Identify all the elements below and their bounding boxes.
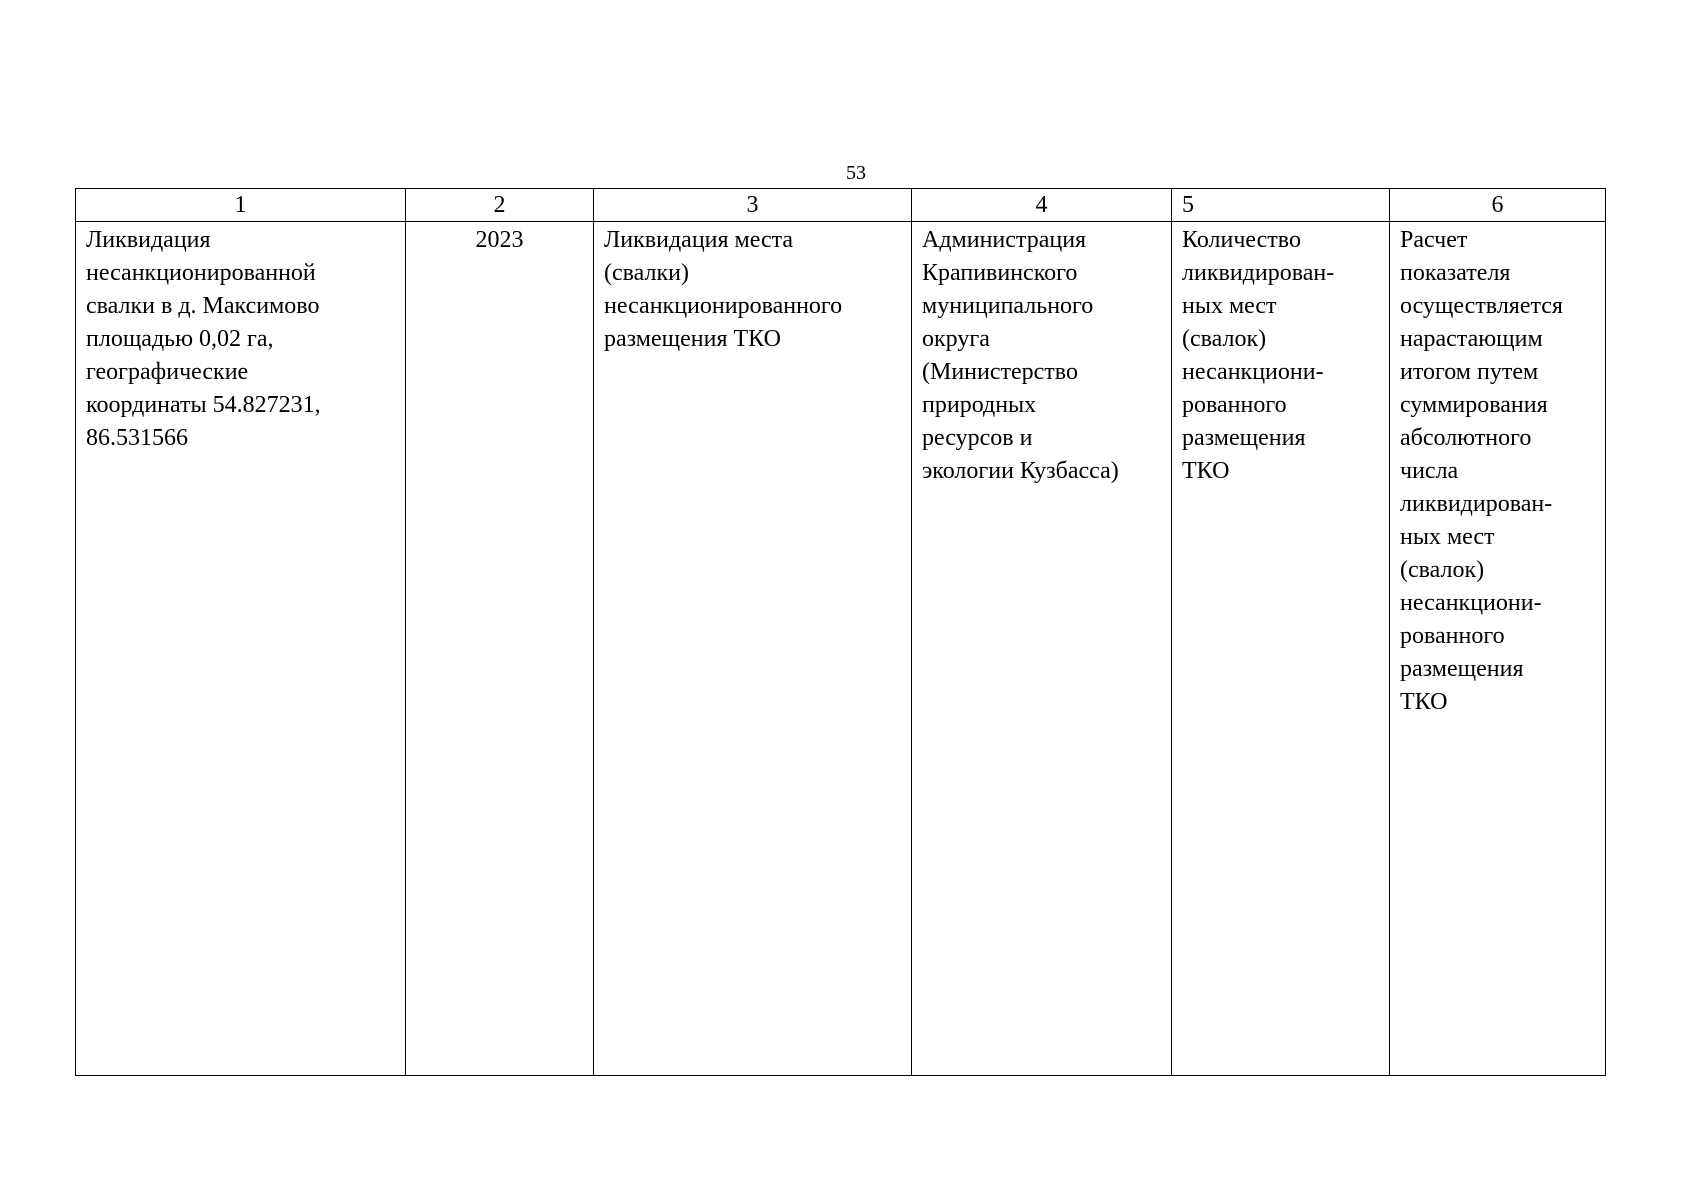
cell-responsible: [912, 222, 1172, 1076]
cell-year: [406, 222, 594, 1076]
table-header-row: [76, 189, 1606, 222]
cell-result: [594, 222, 912, 1076]
table-row: [76, 222, 1606, 1076]
cell-indicator-text: Количество ликвидирован- ных мест (свалок) несанкциони- рованного размещения ТКО: [1182, 227, 1335, 484]
header-cell-4: 4: [912, 189, 1172, 222]
cell-responsible-text: Администрация Крапивинского муниципального округа (Министерство природных ресурсов и экологии Кузбасса): [922, 227, 1119, 484]
page-number: 53: [846, 162, 866, 184]
header-cell-2: 2: [406, 189, 594, 222]
header-cell-3: 3: [594, 189, 912, 222]
measures-table: [75, 188, 1606, 1076]
cell-calculation-text: Расчет показателя осуществляется нарастающим итогом путем суммирования абсолютного числа ликвидирован- ных мест (свалок) несанкциони- рованного размещения ТКО: [1400, 227, 1563, 715]
cell-calculation: [1390, 222, 1606, 1076]
cell-measure-name: [76, 222, 406, 1076]
header-cell-6: 6: [1390, 189, 1606, 222]
cell-year-text: 2023: [475, 227, 524, 253]
header-cell-1: 1: [76, 189, 406, 222]
cell-measure-name-text: Ликвидация несанкционированной свалки в д. Максимово площадью 0,02 га, географические координаты 54.827231, 86.531566: [86, 227, 321, 451]
cell-indicator: [1172, 222, 1390, 1076]
header-cell-5: 5: [1172, 189, 1390, 222]
cell-result-text: Ликвидация места (свалки) несанкционированного размещения ТКО: [604, 227, 843, 352]
